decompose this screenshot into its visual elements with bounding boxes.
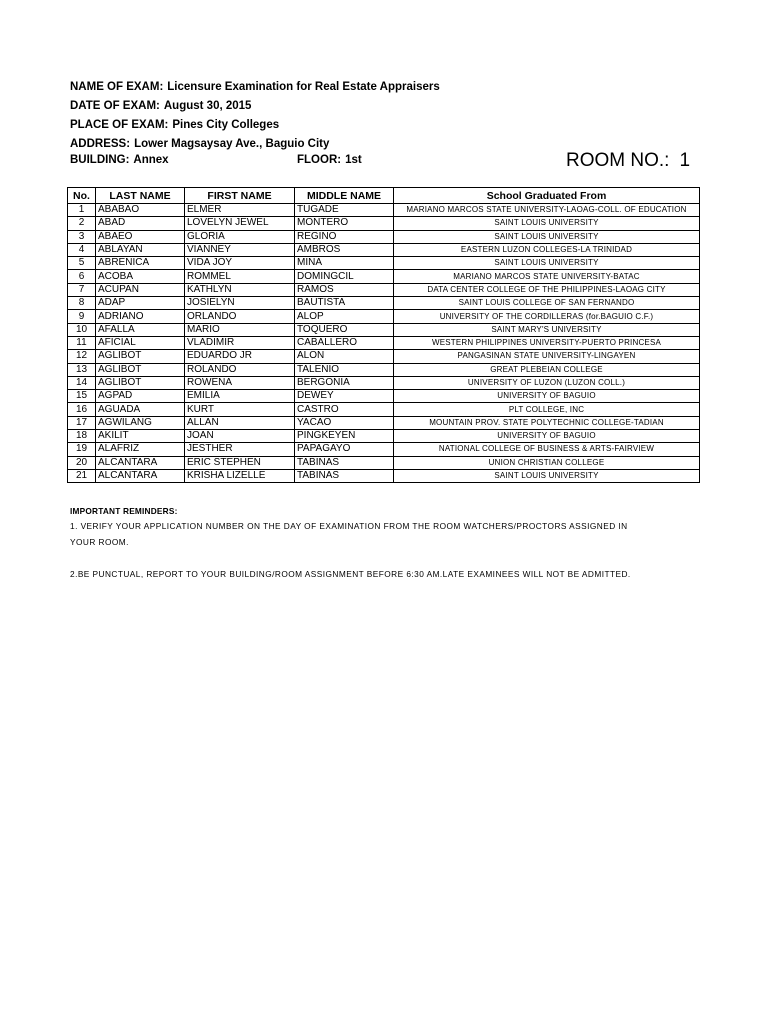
first-name-cell: VIANNEY [185, 243, 295, 256]
table-row [68, 469, 700, 482]
school-graduated-cell: UNIVERSITY OF BAGUIO [394, 430, 700, 443]
first-name-cell: MARIO [185, 323, 295, 336]
building-value: Annex [133, 154, 169, 166]
floor-value: 1st [345, 154, 362, 166]
last-name-cell: AGPAD [96, 390, 185, 403]
row-number-cell: 20 [68, 456, 96, 469]
school-graduated-cell: SAINT LOUIS UNIVERSITY [394, 469, 700, 482]
table-row [68, 310, 700, 323]
table-header-row [68, 188, 700, 204]
first-name-cell: KRISHA LIZELLE [185, 469, 295, 482]
row-number-cell: 5 [68, 257, 96, 270]
first-name-cell: GLORIA [185, 230, 295, 243]
middle-name-cell: MONTERO [295, 217, 394, 230]
middle-name-cell: REGINO [295, 230, 394, 243]
middle-name-cell: MINA [295, 257, 394, 270]
table-row [68, 376, 700, 389]
row-number-cell: 2 [68, 217, 96, 230]
first-name-cell: ELMER [185, 204, 295, 217]
last-name-cell: ABRENICA [96, 257, 185, 270]
last-name-cell: AKILIT [96, 430, 185, 443]
exam-place-line [70, 119, 279, 131]
middle-name-cell: BAUTISTA [295, 297, 394, 310]
table-row [68, 363, 700, 376]
last-name-cell: ABLAYAN [96, 243, 185, 256]
row-number-cell: 6 [68, 270, 96, 283]
address-label: ADDRESS: [70, 138, 131, 150]
school-graduated-cell: MOUNTAIN PROV. STATE POLYTECHNIC COLLEGE-TADIAN [394, 416, 700, 429]
room-number [566, 150, 690, 172]
middle-name-cell: TABINAS [295, 456, 394, 469]
last-name-cell: ALAFRIZ [96, 443, 185, 456]
first-name-cell: JESTHER [185, 443, 295, 456]
table-row [68, 350, 700, 363]
school-graduated-cell: MARIANO MARCOS STATE UNIVERSITY-BATAC [394, 270, 700, 283]
first-name-cell: LOVELYN JEWEL [185, 217, 295, 230]
reminder-1-continued: YOUR ROOM. [70, 537, 129, 547]
last-name-cell: ABAEO [96, 230, 185, 243]
row-number-cell: 19 [68, 443, 96, 456]
school-graduated-cell: DATA CENTER COLLEGE OF THE PHILIPPINES-LAOAG CITY [394, 283, 700, 296]
last-name-cell: ABABAO [96, 204, 185, 217]
school-graduated-cell: SAINT LOUIS UNIVERSITY [394, 217, 700, 230]
exam-date-line [70, 100, 251, 112]
table-row [68, 297, 700, 310]
middle-name-cell: TALENIO [295, 363, 394, 376]
row-number-cell: 12 [68, 350, 96, 363]
row-number-cell: 15 [68, 390, 96, 403]
middle-name-cell: DOMINGCIL [295, 270, 394, 283]
table-row [68, 230, 700, 243]
middle-name-cell: CABALLERO [295, 336, 394, 349]
first-name-cell: EDUARDO JR [185, 350, 295, 363]
middle-name-cell: TUGADE [295, 204, 394, 217]
last-name-cell: ADAP [96, 297, 185, 310]
middle-name-cell: BERGONIA [295, 376, 394, 389]
first-name-cell: VLADIMIR [185, 336, 295, 349]
first-name-cell: ROWENA [185, 376, 295, 389]
address-value: Lower Magsaysay Ave., Baguio City [134, 138, 330, 150]
table-row [68, 336, 700, 349]
first-name-cell: ROLANDO [185, 363, 295, 376]
middle-name-cell: ALON [295, 350, 394, 363]
table-row [68, 243, 700, 256]
table-row [68, 403, 700, 416]
exam-name-value: Licensure Examination for Real Estate Appraisers [167, 81, 440, 93]
row-number-cell: 10 [68, 323, 96, 336]
middle-name-cell: YACAO [295, 416, 394, 429]
reminder-2: 2.BE PUNCTUAL, REPORT TO YOUR BUILDING/ROOM ASSIGNMENT BEFORE 6:30 AM.LATE EXAMINEES WILL NOT BE ADMITTED. [70, 569, 631, 579]
school-graduated-cell: WESTERN PHILIPPINES UNIVERSITY-PUERTO PRINCESA [394, 336, 700, 349]
column-header-no: No. [68, 188, 96, 204]
first-name-cell: KURT [185, 403, 295, 416]
last-name-cell: AFALLA [96, 323, 185, 336]
table-row [68, 430, 700, 443]
school-graduated-cell: PLT COLLEGE, INC [394, 403, 700, 416]
exam-place-value: Pines City Colleges [172, 119, 280, 131]
last-name-cell: AGLIBOT [96, 350, 185, 363]
row-number-cell: 17 [68, 416, 96, 429]
last-name-cell: AGLIBOT [96, 376, 185, 389]
row-number-cell: 8 [68, 297, 96, 310]
address-line [70, 138, 329, 150]
table-row [68, 217, 700, 230]
table-row [68, 257, 700, 270]
column-header-middle-name: MIDDLE NAME [295, 188, 394, 204]
school-graduated-cell: EASTERN LUZON COLLEGES-LA TRINIDAD [394, 243, 700, 256]
row-number-cell: 14 [68, 376, 96, 389]
middle-name-cell: TABINAS [295, 469, 394, 482]
row-number-cell: 4 [68, 243, 96, 256]
school-graduated-cell: GREAT PLEBEIAN COLLEGE [394, 363, 700, 376]
last-name-cell: AGWILANG [96, 416, 185, 429]
examinee-roster-table [67, 187, 700, 483]
first-name-cell: JOSIELYN [185, 297, 295, 310]
first-name-cell: ROMMEL [185, 270, 295, 283]
school-graduated-cell: UNIVERSITY OF THE CORDILLERAS (for.BAGUIO C.F.) [394, 310, 700, 323]
row-number-cell: 16 [68, 403, 96, 416]
last-name-cell: AGLIBOT [96, 363, 185, 376]
table-row [68, 270, 700, 283]
last-name-cell: ALCANTARA [96, 456, 185, 469]
table-row [68, 416, 700, 429]
school-graduated-cell: PANGASINAN STATE UNIVERSITY-LINGAYEN [394, 350, 700, 363]
building-label: BUILDING: [70, 154, 130, 166]
table-row [68, 390, 700, 403]
row-number-cell: 9 [68, 310, 96, 323]
school-graduated-cell: SAINT MARY'S UNIVERSITY [394, 323, 700, 336]
school-graduated-cell: SAINT LOUIS UNIVERSITY [394, 257, 700, 270]
room-label: ROOM NO.: [566, 150, 670, 171]
last-name-cell: ACUPAN [96, 283, 185, 296]
last-name-cell: AFICIAL [96, 336, 185, 349]
table-row [68, 456, 700, 469]
building-line [70, 154, 169, 166]
exam-date-label: DATE OF EXAM: [70, 100, 160, 112]
last-name-cell: ADRIANO [96, 310, 185, 323]
column-header-last-name: LAST NAME [96, 188, 185, 204]
middle-name-cell: PINGKEYEN [295, 430, 394, 443]
reminder-1: 1. VERIFY YOUR APPLICATION NUMBER ON THE DAY OF EXAMINATION FROM THE ROOM WATCHERS/PROCTORS ASSIGNED IN [70, 521, 628, 531]
reminders-title: IMPORTANT REMINDERS: [70, 506, 178, 516]
row-number-cell: 7 [68, 283, 96, 296]
first-name-cell: KATHLYN [185, 283, 295, 296]
row-number-cell: 18 [68, 430, 96, 443]
school-graduated-cell: MARIANO MARCOS STATE UNIVERSITY-LAOAG-COLL. OF EDUCATION [394, 204, 700, 217]
table-row [68, 323, 700, 336]
first-name-cell: ORLANDO [185, 310, 295, 323]
exam-name-line [70, 81, 440, 93]
table-row [68, 283, 700, 296]
first-name-cell: ERIC STEPHEN [185, 456, 295, 469]
row-number-cell: 21 [68, 469, 96, 482]
middle-name-cell: DEWEY [295, 390, 394, 403]
school-graduated-cell: UNIVERSITY OF BAGUIO [394, 390, 700, 403]
last-name-cell: ALCANTARA [96, 469, 185, 482]
exam-place-label: PLACE OF EXAM: [70, 119, 169, 131]
middle-name-cell: CASTRO [295, 403, 394, 416]
school-graduated-cell: SAINT LOUIS COLLEGE OF SAN FERNANDO [394, 297, 700, 310]
table-row [68, 443, 700, 456]
school-graduated-cell: SAINT LOUIS UNIVERSITY [394, 230, 700, 243]
exam-date-value: August 30, 2015 [163, 100, 252, 112]
last-name-cell: ACOBA [96, 270, 185, 283]
first-name-cell: ALLAN [185, 416, 295, 429]
last-name-cell: ABAD [96, 217, 185, 230]
floor-line [297, 154, 362, 166]
column-header-school: School Graduated From [394, 188, 700, 204]
first-name-cell: VIDA JOY [185, 257, 295, 270]
middle-name-cell: RAMOS [295, 283, 394, 296]
room-value: 1 [679, 150, 691, 171]
column-header-first-name: FIRST NAME [185, 188, 295, 204]
school-graduated-cell: UNION CHRISTIAN COLLEGE [394, 456, 700, 469]
row-number-cell: 11 [68, 336, 96, 349]
last-name-cell: AGUADA [96, 403, 185, 416]
middle-name-cell: ALOP [295, 310, 394, 323]
table-row [68, 204, 700, 217]
row-number-cell: 1 [68, 204, 96, 217]
first-name-cell: JOAN [185, 430, 295, 443]
first-name-cell: EMILIA [185, 390, 295, 403]
table-body [68, 204, 700, 483]
middle-name-cell: AMBROS [295, 243, 394, 256]
row-number-cell: 3 [68, 230, 96, 243]
floor-label: FLOOR: [297, 154, 342, 166]
exam-name-label: NAME OF EXAM: [70, 81, 164, 93]
school-graduated-cell: NATIONAL COLLEGE OF BUSINESS & ARTS-FAIRVIEW [394, 443, 700, 456]
row-number-cell: 13 [68, 363, 96, 376]
middle-name-cell: TOQUERO [295, 323, 394, 336]
school-graduated-cell: UNIVERSITY OF LUZON (LUZON COLL.) [394, 376, 700, 389]
middle-name-cell: PAPAGAYO [295, 443, 394, 456]
